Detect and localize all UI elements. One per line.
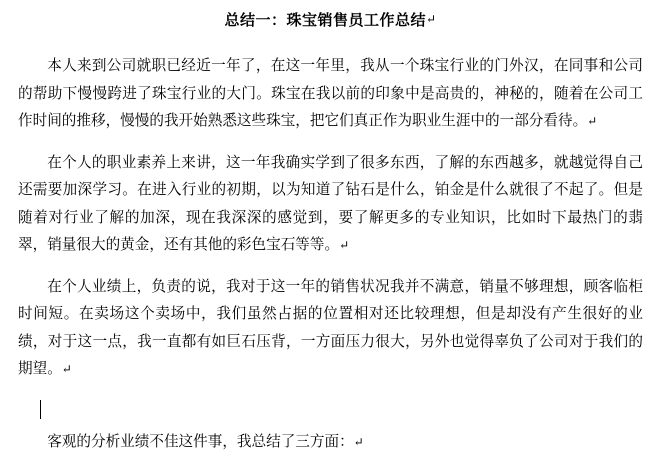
paragraph-mark: ↵	[353, 434, 364, 449]
paragraph-mark: ↵	[61, 362, 72, 376]
document-body	[0, 53, 661, 456]
paragraph-1-text: 本人来到公司就职已经近一年了，在这一年里，我从一个珠宝行业的门外汉，在同事和公司的帮助下慢慢跨进了珠宝行业的大门。珠宝在我以前的印象中是高贵的，神秘的，随着在公司工作时间的推移，慢慢的我开始熟悉这些珠宝，把它们真正作为职业生涯中的一部分看待。	[18, 58, 643, 129]
paragraph-mark: ↵	[425, 12, 437, 26]
paragraph-mark: ↵	[587, 114, 598, 128]
page-title	[0, 9, 661, 31]
paragraph-3-text: 在个人业绩上，负责的说，我对于这一年的销售状况我并不满意，销量不够理想，顾客临柜时间短。在卖场这个卖场中，我们虽然占据的位置相对还比较理想，但是却没有产生很好的业绩，对于这一点，我一直都有如巨石压背，一方面压力很大，另外也觉得辜负了公司对于我们的期望。	[18, 278, 643, 377]
page-title-text: 总结一：珠宝销售员工作总结	[224, 13, 426, 29]
document-page	[0, 9, 661, 475]
text-cursor-line[interactable]	[18, 398, 643, 425]
paragraph-2	[18, 150, 643, 260]
paragraph-3	[18, 274, 643, 384]
paragraph-4-text: 客观的分析业绩不佳这件事，我总结了三方面：	[47, 433, 354, 450]
paragraph-mark: ↵	[339, 238, 350, 252]
paragraph-4	[18, 429, 643, 457]
paragraph-2-text: 在个人的职业素养上来讲，这一年我确实学到了很多东西，了解的东西越多，就越觉得自己还需要加深学习。在进入行业的初期，以为知道了钻石是什么，铂金是什么就很了不起了。但是随着对行业了解的加深，现在我深深的感觉到，要了解更多的专业知识，比如时下最热门的翡翠，销量很大的黄金，还有其他的彩色宝石等等。	[18, 154, 643, 253]
paragraph-1	[18, 53, 643, 136]
text-cursor	[40, 400, 41, 419]
